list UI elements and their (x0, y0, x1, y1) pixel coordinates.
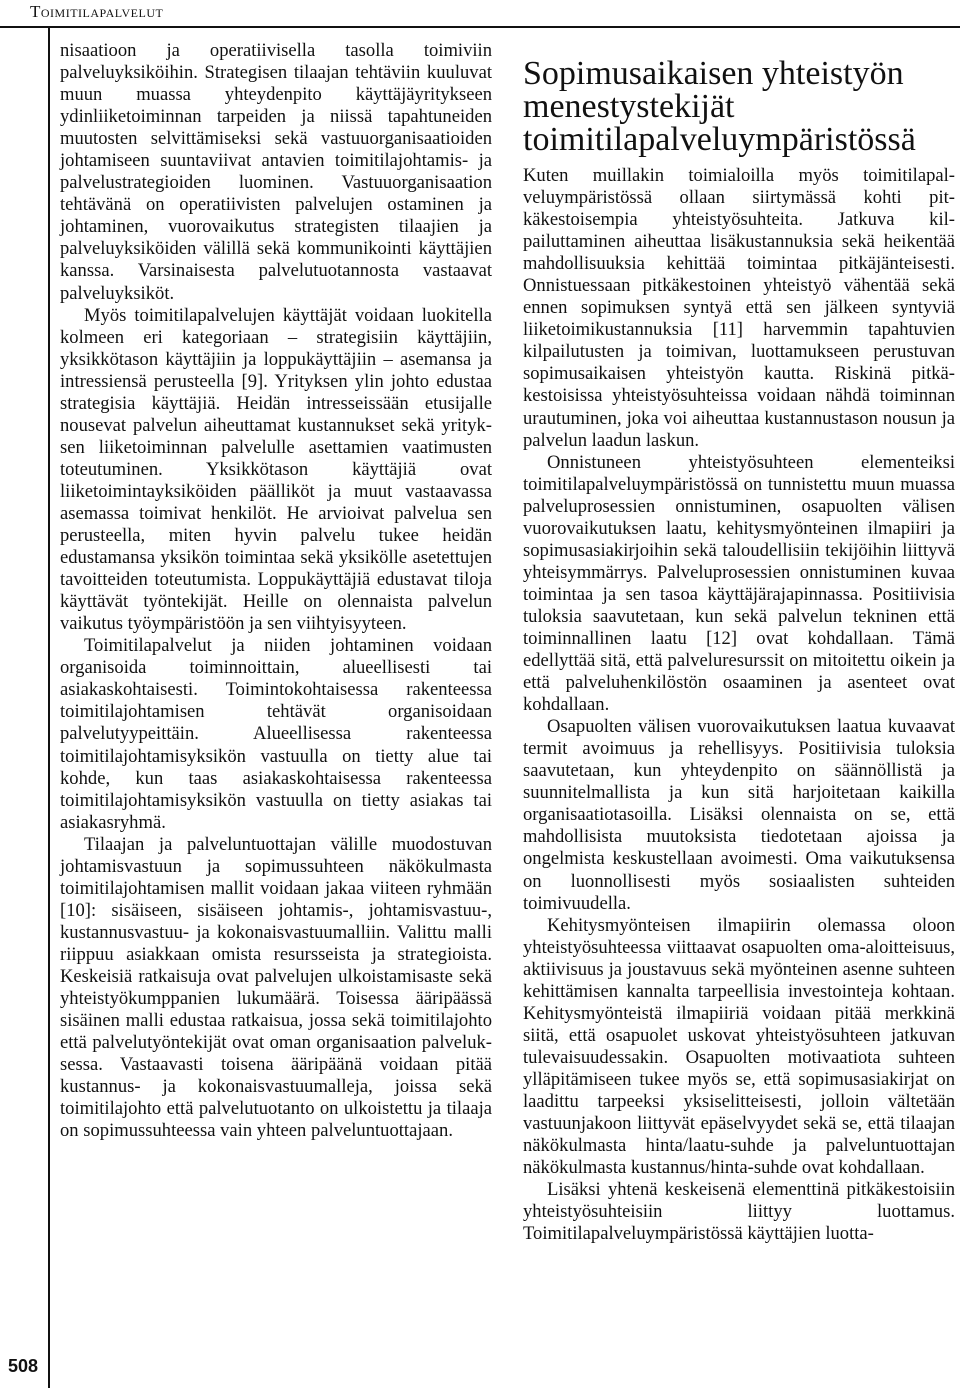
body-paragraph: Lisäksi yhtenä keskeisenä elementtinä pitkäkestoisiin yhteistyösuhteisiin liittyy luottamus. Toimitilapalveluympäristössä käyttäjien luotta- (523, 1179, 955, 1245)
body-paragraph: Kuten muillakin toimialoilla myös toimitilapalveluympäristössä ollaan siirtymässä kohti pitkäkestoisempia yhteistyösuhteita. Jatkuva kilpailuttaminen aiheuttaa lisäkustannuksia sekä heikentää mahdollisuuksia kehittää toimintaa pitkäjänteisesti. Onnistuessaan pitkäkestoinen yhteistyö vähentää sekä ennen sopimuksen syntyä että sen jälkeen syntyviä liiketoimikustannuksia [11] harvemmin tapahtuvien kilpailutusten ja toimivan, luottamukseen perustuvan sopimusaikaisen yhteistyön kautta. Riskinä pitkäkestoisissa yhteistyösuhteissa voidaan nähdä toiminnan urautuminen, joka voi aiheuttaa kustannustason nousun ja palvelun laadun laskun. (523, 165, 955, 451)
header-rule (0, 26, 960, 28)
body-paragraph: Toimitilapalvelut ja niiden johtaminen voidaan organisoida toiminnoittain, alueellisesti tai asiakaskohtaisesti. Toimintokohtaisessa rakenteessa toimitilajohtamisen tehtävät organisoidaan palvelutyypeittäin. Alueellisessa rakenteessa toimitilajohtamisyksikön vastuulla on tietty alue tai kohde, kun taas asiakaskohtaisessa rakenteessa toimitilajohtamisyksikön vastuulla on tietty asiakas tai asiakasryhmä. (60, 635, 492, 833)
body-paragraph: Tilaajan ja palveluntuottajan välille muodostuvan johtamisvastuun ja sopimussuhteen näkökulmasta toimitilajohtamisen mallit voidaan jakaa viiteen ryhmään [10]: sisäiseen, sisäiseen johtamis-, johtamisvastuu-, kustannusvastuu- ja kokonaisvastuumalliin. Valittu malli riippuu asiakkaan omista resursseista ja strategioista. Keskeisiä ratkaisuja ovat palvelujen ulkoistamisaste sekä yhteistyökumppanien lukumäärä. Toisessa ääripäässä sisäinen malli edustaa ratkaisua, jossa sekä toimitilajohto että palvelutyöntekijät ovat oman organisaation palveluksessa. Vastaavasti toisena ääripäänä voidaan pitää kustannus- ja kokonaisvastuumalleja, joissa sekä toimitilajohto että palvelutuotanto on ulkoistettu ja tilaaja on sopimussuhteessa vain yhteen palveluntuottajaan. (60, 833, 492, 1142)
body-paragraph: Onnistuneen yhteistyösuhteen elementeiksi toimitilapalveluympäristössä on tunnistettu muun muassa palveluprosessien onnistuminen, osapuolten välisen vuorovaikutuksen laatu, kehitysmyönteinen ilmapiiri ja sopimusasiakirjoihin sekä taloudellisiin tekijöihin liittyvä yhteisymmärrys. Palveluprosessien onnistuminen kuvaa toimintaa ja sen tasoa käyttäjärajapinnassa. Positiivisia tuloksia saavutetaan, kun sekä palvelun tekninen että toiminnallinen laatu [12] ovat kohdallaan. Tämä edellyttää sitä, että palveluresurssit on mitoitettu oikein ja että palveluhenkilöstön osaaminen ja asenteet ovat kohdallaan. (523, 451, 955, 716)
margin-rule (48, 28, 50, 1388)
body-paragraph: Osapuolten välisen vuorovaikutuksen laatua kuvaavat termit avoimuus ja rehellisyys. Positiivisia tuloksia saavutetaan, kun yhteydenpito on säännöllistä ja suunnitelmallista ja kun sitä harjoitetaan kaikilla organisaatiotasoilla. Lisäksi olennaista on se, että mahdollisista muutoksista tiedotetaan ajoissa ja ongelmista keskustellaan avoimesti. Oma vaikutuksensa on luonnollisesti myös sosiaalisten suhteiden toimivuudella. (523, 716, 955, 914)
section-heading: Sopimusaikaisen yhteistyön menestystekijät toimitilapalveluympäristössä (523, 55, 916, 158)
body-paragraph: nisaatioon ja operatiivisella tasolla toimiviin palveluyksiköihin. Strategisen tilaajan tehtäviin kuuluvat muun muassa yhteydenpito käyttäjäyritykseen ydinliiketoiminnan tarpeiden ja niissä tapahtuneiden muutosten selvittämiseksi sekä vastuuorganisaatioiden johtamiseen suuntaviivat antavien toimitilajohtamis- ja palvelustrategioiden luominen. Vastuuorganisaation tehtävänä on operatiivisten palvelujen ostaminen ja johtaminen, vuorovaikutus strategisten tilaajien ja palveluyksiköiden välillä sekä kommunikointi käyttäjien kanssa. Varsinaisesta palvelutuotannosta vastaavat palveluyksiköt. (60, 40, 492, 304)
left-column (60, 40, 492, 1142)
right-column (523, 40, 955, 1245)
body-paragraph: Kehitysmyönteisen ilmapiirin olemassa oloon yhteistyösuhteessa viittaavat osapuolten oma-aloitteisuus, aktiivisuus ja joustavuus sekä myönteinen asenne suhteen kehittämisen kannalta tarpeellisia investointeja kohtaan. Kehitysmyönteistä ilmapiiriä voidaan pitää merkkinä siitä, että osapuolet uskovat yhteistyösuhteen jatkuvan tulevaisuudessakin. Osapuolten motivaatiota suhteen ylläpitämiseen tukee myös se, että sopimusasiakirjat on laadittu tarpeeksi yksiselitteisesti, jolloin vältetään vastuunjakoon liittyvät epäselvyydet sekä se, että tilaajan näkökulmasta hinta/laatu-suhde ja palveluntuottajan näkökulmasta kustannus/hinta-suhde ovat kohdallaan. (523, 914, 955, 1179)
page-number: 508 (8, 1356, 39, 1376)
body-paragraph: Myös toimitilapalvelujen käyttäjät voidaan luokitella kolmeen eri kategoriaan – strategisiin käyttäjiin, yksikkötason käyttäjiin ja loppukäyttäjiin – asemansa ja intressiensä perusteella [9]. Yrityksen ylin johto edustaa strategisia käyttäjiä. Heidän intresseissään etusijalle nousevat palvelun aiheuttamat kustannukset sekä yrityksen liiketoiminnan palvelulle asettamien vaatimusten toteutuminen. Yksikkötason käyttäjiä ovat liiketoimintayksiköiden päälliköt ja muut vastaavassa asemassa toimivat henkilöt. He arvioivat palvelua sen perusteella, miten hyvin palvelu tukee heidän edustamansa yksikön toimintaa sekä yksikölle asetettujen tavoitteiden toteutumista. Loppukäyttäjiä edustavat tiloja käyttävät työntekijät. Heille on olennaista palvelun vaikutus työympäristöön ja sen viihtyisyyteen. (60, 304, 492, 635)
running-title: Toimitilapalvelut (30, 2, 164, 21)
